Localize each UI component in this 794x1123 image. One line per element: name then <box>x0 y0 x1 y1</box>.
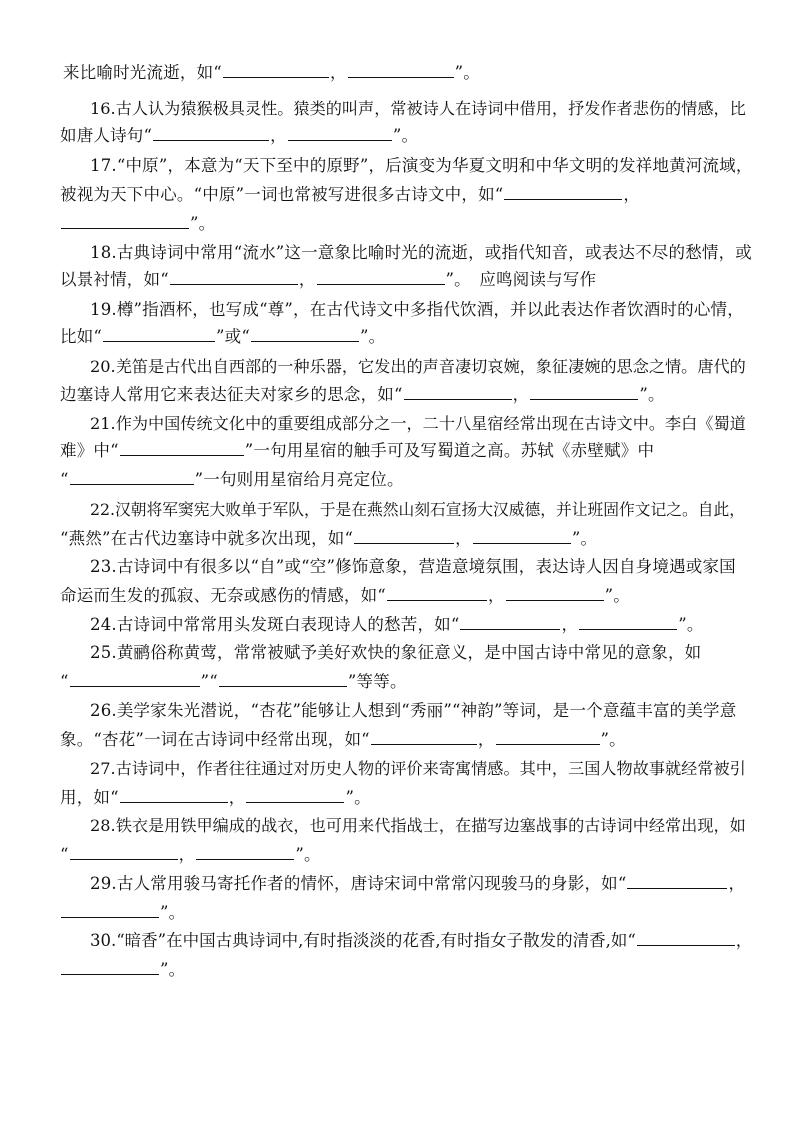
question-q28-line-1 <box>90 814 746 838</box>
question-q21-line-2 <box>60 439 654 463</box>
question-q20-line-1 <box>90 355 746 379</box>
answer-blank[interactable] <box>223 63 329 78</box>
answer-blank[interactable] <box>61 903 159 918</box>
question-text: ”。 <box>678 615 704 634</box>
answer-blank[interactable] <box>506 586 604 601</box>
question-q24-line-1 <box>90 613 704 637</box>
question-text: 24.古诗词中常常用头发斑白表现诗人的愁苦，如“ <box>90 615 460 634</box>
question-text: ， <box>487 586 505 605</box>
question-text: ， <box>298 270 316 289</box>
question-q28-line-2 <box>60 843 321 867</box>
question-text: ， <box>329 63 347 82</box>
question-text: ， <box>270 126 287 145</box>
question-text: 22.汉朝将军窦宪大败单于军队，于是在燕然山刻石宣扬大汉威德，并让班固作文记之。自此， <box>90 500 746 519</box>
question-text: 20.羌笛是古代出自西部的一种乐器，它发出的声音凄切哀婉，象征凄婉的思念之情。唐代的 <box>90 357 746 376</box>
question-text: ”。 <box>392 126 419 145</box>
question-q17-line-2 <box>60 183 640 207</box>
question-text: 29.古人常用骏马寄托作者的情怀，唐诗宋词中常常闪现骏马的身影，如“ <box>90 874 627 893</box>
question-text: 象。“杏花”一词在古诗词中经常出现，如“ <box>60 730 370 749</box>
answer-blank[interactable] <box>354 529 454 544</box>
question-text: ”。 <box>360 327 386 346</box>
question-text: ”。 <box>454 63 480 82</box>
question-q27-line-1 <box>90 757 746 781</box>
answer-blank[interactable] <box>496 730 600 745</box>
answer-blank[interactable] <box>404 385 512 400</box>
question-q20-line-2 <box>60 383 665 407</box>
question-text: 30.“暗香”在中国古典诗词中,有时指淡淡的花香,有时指女子散发的清香,如“ <box>90 931 636 950</box>
question-text: 16.古人认为猿猴极具灵性。猿类的叫声，常被诗人在诗词中借用，抒发作者悲伤的情感，比 <box>90 99 746 118</box>
answer-blank[interactable] <box>637 931 735 946</box>
question-text: ”。 <box>600 730 626 749</box>
question-text: ， <box>561 615 579 634</box>
question-text: ”。 <box>345 788 371 807</box>
answer-blank[interactable] <box>120 788 228 803</box>
question-text: 用，如“ <box>60 788 119 807</box>
question-text: ， <box>178 845 196 864</box>
question-text: ”一句用星宿的触手可及写蜀道之高。苏轼《赤壁赋》中 <box>244 441 655 460</box>
question-text: 19.樽”指酒杯，也写成“尊”，在古代诗文中多指代饮酒，并以此表达作者饮酒时的心情， <box>90 300 744 319</box>
question-q25-line-2 <box>60 670 407 694</box>
question-text: ， <box>623 185 641 204</box>
question-q30-line-1 <box>90 929 752 953</box>
question-text: 25.黄鹂俗称黄莺，常常被赋予美好欢快的象征意义，是中国古诗中常见的意象，如 <box>90 643 702 662</box>
answer-blank[interactable] <box>530 385 638 400</box>
answer-blank[interactable] <box>70 672 200 687</box>
question-q29-line-2 <box>60 901 185 925</box>
question-text: 难》中“ <box>60 441 119 460</box>
answer-blank[interactable] <box>317 270 445 285</box>
question-q18-line-1 <box>90 241 752 265</box>
question-q23-line-1 <box>90 555 736 579</box>
question-text: “ <box>60 470 69 489</box>
answer-blank[interactable] <box>219 672 347 687</box>
question-text: ”。 <box>160 903 186 922</box>
question-q15-line-1 <box>63 61 480 85</box>
question-text: 被视为天下中心。“中原”一词也常被写进很多古诗文中，如“ <box>60 185 504 204</box>
question-q17-line-1 <box>90 154 753 178</box>
answer-blank[interactable] <box>579 615 677 630</box>
answer-blank[interactable] <box>120 441 244 456</box>
question-q17-line-3 <box>60 212 215 236</box>
question-text: 如唐人诗句“ <box>60 126 153 145</box>
question-text: 来比喻时光流逝，如“ <box>63 63 222 82</box>
question-text: ， <box>228 788 246 807</box>
question-q19-line-1 <box>90 298 744 322</box>
question-text: ”。 <box>160 960 186 979</box>
question-q29-line-1 <box>90 872 745 896</box>
answer-blank[interactable] <box>153 126 269 141</box>
question-text: “ <box>60 672 69 691</box>
question-q26-line-1 <box>90 699 736 723</box>
answer-blank[interactable] <box>61 960 159 975</box>
question-text: “ <box>60 845 69 864</box>
question-text: ”“ <box>200 672 218 691</box>
question-q26-line-2 <box>60 728 626 752</box>
question-q21-line-3 <box>60 468 404 492</box>
question-text: ”。 <box>190 214 216 233</box>
question-text: 23.古诗词中有很多以“自”或“空”修饰意象，营造意境氛围，表达诗人因自身境遇或家国 <box>90 557 736 576</box>
answer-blank[interactable] <box>348 63 454 78</box>
answer-blank[interactable] <box>504 185 622 200</box>
answer-blank[interactable] <box>288 126 392 141</box>
question-text: ”一句则用星宿给月亮定位。 <box>194 470 404 489</box>
question-text: ， <box>477 730 495 749</box>
answer-blank[interactable] <box>627 874 727 889</box>
question-q16-line-1 <box>90 97 746 121</box>
question-q21-line-1 <box>90 412 746 436</box>
question-text: “燕然”在古代边塞诗中就多次出现，如“ <box>60 529 354 548</box>
question-text: 17.“中原”，本意为“天下至中的原野”，后演变为华夏文明和中华文明的发祥地黄河流域， <box>90 156 753 175</box>
question-q27-line-2 <box>60 786 371 810</box>
question-q23-line-2 <box>60 584 630 608</box>
question-text: 28.铁衣是用铁甲编成的战衣，也可用来代指战士，在描写边塞战事的古诗词中经常出现，如 <box>90 816 746 835</box>
answer-blank[interactable] <box>196 845 294 860</box>
question-text: ”等等。 <box>347 672 407 691</box>
question-text: ”或“ <box>216 327 251 346</box>
question-text: ， <box>512 385 530 404</box>
question-text: 命运而生发的孤寂、无奈或感伤的情感，如“ <box>60 586 386 605</box>
question-text: ”。 <box>604 586 630 605</box>
answer-blank[interactable] <box>460 615 560 630</box>
answer-blank[interactable] <box>251 327 359 342</box>
question-text: 21.作为中国传统文化中的重要组成部分之一，二十八星宿经常出现在古诗文中。李白《蜀道 <box>90 414 746 433</box>
question-text: ， <box>455 529 472 548</box>
answer-blank[interactable] <box>371 730 477 745</box>
question-q30-line-2 <box>60 958 185 982</box>
answer-blank[interactable] <box>246 788 344 803</box>
answer-blank[interactable] <box>61 214 189 229</box>
question-text: ”。 <box>571 529 598 548</box>
question-q16-line-2 <box>60 124 418 148</box>
answer-blank[interactable] <box>170 270 298 285</box>
question-text: ”。 <box>295 845 321 864</box>
question-text: 比如“ <box>60 327 103 346</box>
question-text: ”。 应鸣阅读与写作 <box>445 270 597 289</box>
question-text: 18.古典诗词中常用“流水”这一意象比喻时光的流逝，或指代知音，或表达不尽的愁情，或 <box>90 243 753 262</box>
question-text: ， <box>728 874 746 893</box>
question-q19-line-2 <box>60 325 385 349</box>
question-q22-line-1 <box>90 498 745 522</box>
question-text: 26.美学家朱光潜说，“杏花”能够让人想到“秀丽”“神韵”等词，是一个意蕴丰富的美学意 <box>90 701 737 720</box>
answer-blank[interactable] <box>473 529 571 544</box>
question-q22-line-2 <box>60 527 597 551</box>
answer-blank[interactable] <box>103 327 215 342</box>
question-text: 边塞诗人常用它来表达征夫对家乡的思念，如“ <box>60 385 403 404</box>
answer-blank[interactable] <box>70 845 178 860</box>
answer-blank[interactable] <box>387 586 487 601</box>
question-text: 以景衬情，如“ <box>60 270 169 289</box>
question-q25-line-1 <box>90 641 701 665</box>
question-text: 27.古诗词中，作者往往通过对历史人物的评价来寄寓情感。其中，三国人物故事就经常被引 <box>90 759 746 778</box>
question-q18-line-2 <box>60 268 596 292</box>
question-text: ， <box>735 931 753 950</box>
question-text: ”。 <box>639 385 665 404</box>
answer-blank[interactable] <box>70 470 194 485</box>
